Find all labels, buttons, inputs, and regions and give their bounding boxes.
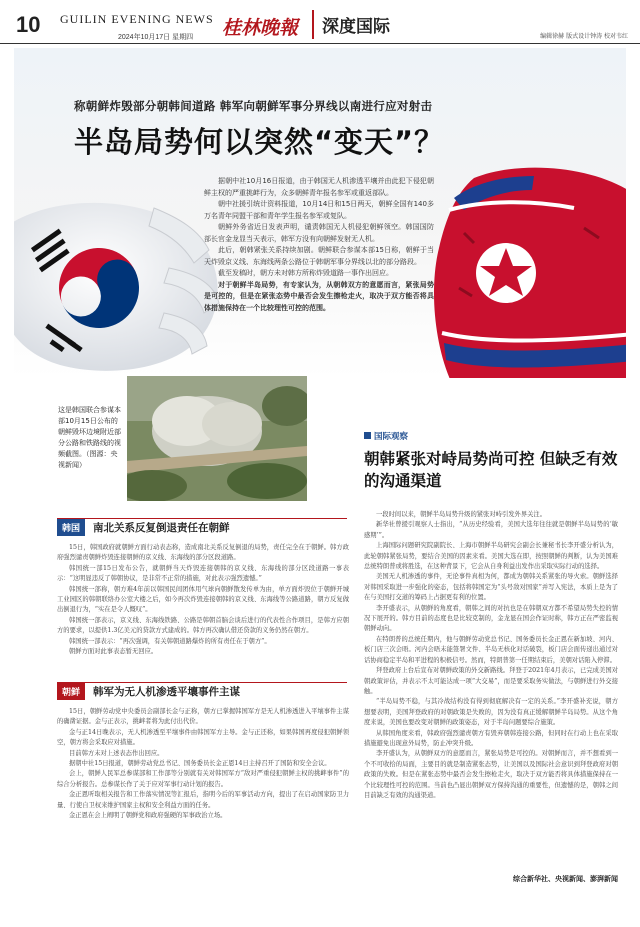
dprk-section-body <box>57 707 349 892</box>
body-paragraph: 拜登政府上台后宣布对朝鲜政策的外交新路线。拜登于2021年4月表示，已完成美国对朝政策评估，并表示不太可能达成一项“大交易”，而是要采取务实做法，与朝鲜进行外交接触。 <box>364 667 618 695</box>
lead-paragraph: 朝中社援引统计资料报道，10月14日和15日两天，朝鲜全国有140多万名青年同盟干部和青年学生报名参军或复队。 <box>204 200 434 220</box>
paper-name: GUILIN EVENING NEWS <box>60 12 214 26</box>
editor-credits: 编辑徐赫 版式设计钟涛 校对韦红 <box>540 33 628 40</box>
body-paragraph: 15日，朝鲜劳动党中央委员会副部长金与正称，朝方已掌握韩国军方是无人机渗透进入平壤事件主谋的确凿证据。金与正表示，挑衅者将为此付出代价。 <box>57 708 349 726</box>
body-paragraph: 金正恩听取相关报告和工作落实情况等汇报后，指明今后的军事活动方向，提出了在启动国家防卫力量、行使自卫权来维护国家主权和安全利益方面的任务。 <box>57 791 349 809</box>
lead-paragraph: 朝鲜外务省近日发表声明，谴责韩国无人机侵犯朝鲜领空。韩国国防部长官金龙显当天表示，韩军方没有向朝鲜发射无人机。 <box>204 223 434 243</box>
page-number: 10 <box>16 12 41 37</box>
body-paragraph: 韩国统一部称，朝方难4年前以韩国民间团体用气球向朝鲜散发传单为由，单方面炸毁位于朝鲜开城工业园区的韩朝联络办公室大楼之后，如今再次炸毁连接朝韩的京义线、东海线等公路道路，朝方反复做出倒退行为，“实在是令人慨叹”。 <box>57 585 349 614</box>
analysis-body <box>364 510 618 885</box>
analysis-tag <box>364 430 408 442</box>
body-paragraph: 目前韩方未对上述表态作出回应。 <box>69 749 164 757</box>
body-paragraph: 金与正14日晚表示，无人机渗透至平壤事件由韩国军方主导。金与正还称，如果韩国再度侵犯朝鲜领空，朝方将会采取应对措施。 <box>57 728 349 747</box>
news-source: 综合新华社、央视新闻、澎湃新闻 <box>513 875 618 883</box>
south-korea-flag-fist-icon <box>14 168 234 378</box>
body-paragraph: 上海国际问题研究院副院长、上海市朝鲜半岛研究会副会长兼秘书长李开盛分析认为，此轮朝韩紧张局势，要结合美国的因素来看。美国大选在即，按照朝鲜的判断，认为美国难总统特朗普或将胜选，在这种背景下，它会从自身利益出发作出采取实际行动的选择。 <box>364 542 618 571</box>
newspaper-logo: 桂林晚報 <box>222 17 299 39</box>
body-paragraph: 李开盛表示，从朝鲜的角度看，朝韩之间的对抗也是在韩朝双方都不希望局势失控的情况下展开的。韩方目前的态度也是比较克制的，金龙显在国会作证时称，韩方正在严密监视朝鲜动向。 <box>364 604 618 633</box>
body-paragraph: 从韩国角度来看，韩政府强烈谴责朝方有毁弃朝韩连接公路，但同时在行动上也在采取措施避免出现意外局势，防止冲突升级。 <box>364 729 618 747</box>
issue-date: 2024年10月17日 星期四 <box>118 34 194 41</box>
body-paragraph: 在特朗普的总统任期内，他与朝鲜劳动党总书记、国务委员长金正恩在新加坡、河内、板门店三次会晤。河内会晤未能签署文件、半岛无核化对话破裂，板门店会面传递出通过对话协商稳定半岛和平进程的积极信号。然而，特朗普第一任期结束后，美朝对话陷入停滞。 <box>364 635 618 664</box>
body-paragraph: 美国无人机渗透的事件，无论事件真相为何，都成为朝韩关系紧张的导火索。朝鲜选择对韩国采取进一步强化的姿态，包括将韩国定为“头号敌对国家”并写入宪法，本质上是为了在与美国打交道的筹码上占据更有利的位置。 <box>364 573 618 602</box>
analysis-tag-label: 国际观察 <box>374 432 409 442</box>
korea-section-body <box>57 543 349 673</box>
korea-section-header <box>57 518 347 536</box>
section-name: 深度国际 <box>312 10 398 39</box>
masthead <box>0 0 640 44</box>
hero-illustration <box>14 48 626 378</box>
section-tag: 朝鲜 <box>57 683 85 700</box>
body-paragraph: 李开盛认为，从朝鲜双方的意愿而言，紧张局势是可控的。对朝鲜而言，并不想看到一个不可收拾的局面，主要目的就是制造紧张态势，让美国以及国际社会意识到拜登政府对朝政策的失败。但是在紧张态势中最否会发生擦枪走火，取决于双方能否将具体措施保持在一个比较理性可控的范围。当前也凸显出朝鲜双方保持沟通的重要性，但遗憾的是，朝韩之间目前缺乏有效的沟通渠道。 <box>364 750 618 799</box>
lead-paragraph: 据朝中社10月16日报道，由于韩国无人机渗透平壤并由此犯下侵犯朝鲜主权的严重挑衅行为，众多朝鲜青年报名参军或重返部队。 <box>204 177 434 197</box>
body-paragraph: 韩国统一部表示，京义线、东海线铁路、公路是韩朝首脑会谈后进行的代表性合作项目，是韩方应朝方的要求，以提供1.3亿美元的贷款方式建成的。韩方再次确认借还贷款的义务仍然在朝方。 <box>57 616 349 635</box>
lead-paragraph: 截至发稿时，朝方未对韩方所称炸毁道路一事作出回应。 <box>218 269 393 277</box>
body-paragraph: 韩国统一部表示：“再次强调，有关韩朝道路爆炸的所有责任在于朝方”。 <box>69 637 271 645</box>
road-explosion-photo <box>127 376 307 501</box>
section-title: 韩军为无人机渗透平壤事件主谋 <box>93 686 241 698</box>
analysis-title: 朝韩紧张对峙局势尚可控 但缺乏有效的沟通渠道 <box>364 450 618 490</box>
body-paragraph: “半岛局势不稳，与其冷战结构没有得到彻底解决有一定的关系。”李开盛补充说，朝方想要表明，美国拜登政府的对朝政策是失败的，因为没有真正缓解朝鲜半岛局势。从这个角度来说，美国也要改变对朝鲜的政策姿态，对于半岛问题要综合施策。 <box>364 698 618 727</box>
square-bullet-icon <box>364 432 371 439</box>
lead-paragraph: 此后，朝韩紧张关系持续加剧。朝鲜联合参谋本部15日称，朝鲜于当天炸毁京义线、东海线两条公路位于韩朝军事分界线以北的部分路段。 <box>204 246 434 266</box>
main-headline: 半岛局势何以突然“变天”？ <box>74 125 445 159</box>
body-paragraph: 韩国统一部15日发布公告，就朝鲜当天炸毁连接朝韩的京义线、东海线的部分区段道路一事表示：“这明显违反了韩朝协议，是非常不正常的措施，对此表示强烈遗憾。” <box>57 564 349 583</box>
body-paragraph: 朝鲜方面对此事表态暂无回应。 <box>69 648 158 656</box>
lead-text <box>204 176 434 314</box>
body-paragraph: 据朝中社15日报道，朝鲜劳动党总书记、国务委员长金正恩14日主持召开了国防和安全会议。 <box>69 760 331 768</box>
photo-caption: 这是韩国联合参谋本部10月15日公布的朝鲜毁坏边境附近部分公路和铁路线的视频截图。（图源：央视新闻） <box>58 406 121 469</box>
body-paragraph: 会上，朝鲜人民军总参谋部和工作部等分别就有关对韩国军方“敌对严重侵犯朝鲜主权的挑衅事件”的综合分析报告。总参谋长作了关于应对军事行动计划的报告。 <box>57 770 349 788</box>
article-kicker: 称朝鲜炸毁部分朝韩间道路 韩军向朝鲜军事分界线以南进行应对射击 <box>74 99 433 113</box>
dprk-section-header <box>57 682 347 700</box>
body-paragraph: 金正恩在会上阐明了朝鲜党和政府强硬的军事政治立场。 <box>69 812 227 820</box>
body-paragraph: 15日，韩国政府就朝鲜方面行动表态称，造成南北关系反复倒退的局势，责任完全在于朝鲜。韩方政府强烈谴责朝鲜炸毁连接朝鲜的京义线、东海线的部分区段道路。 <box>57 544 349 562</box>
body-paragraph: 新华社曾援引观察人士指出，“从历史经验看，美国大选年往往就是朝鲜半岛局势的‘敏感期’”。 <box>364 521 618 539</box>
north-korea-flag-fist-icon <box>414 138 626 378</box>
section-tag: 韩国 <box>57 519 85 536</box>
body-paragraph: 一段时间以来，朝鲜半岛局势升级的紧张对峙引发外界关注。 <box>376 511 547 518</box>
section-title: 南北关系反复倒退责任在朝鲜 <box>93 522 230 534</box>
lead-summary: 对于朝鲜半岛局势，有专家认为，从朝韩双方的意愿而言，紧张局势是可控的，但是在紧张态势中最否会发生擦枪走火，取决于双方能否将具体措施保持在一个比较理性可控的范围。 <box>204 280 434 312</box>
